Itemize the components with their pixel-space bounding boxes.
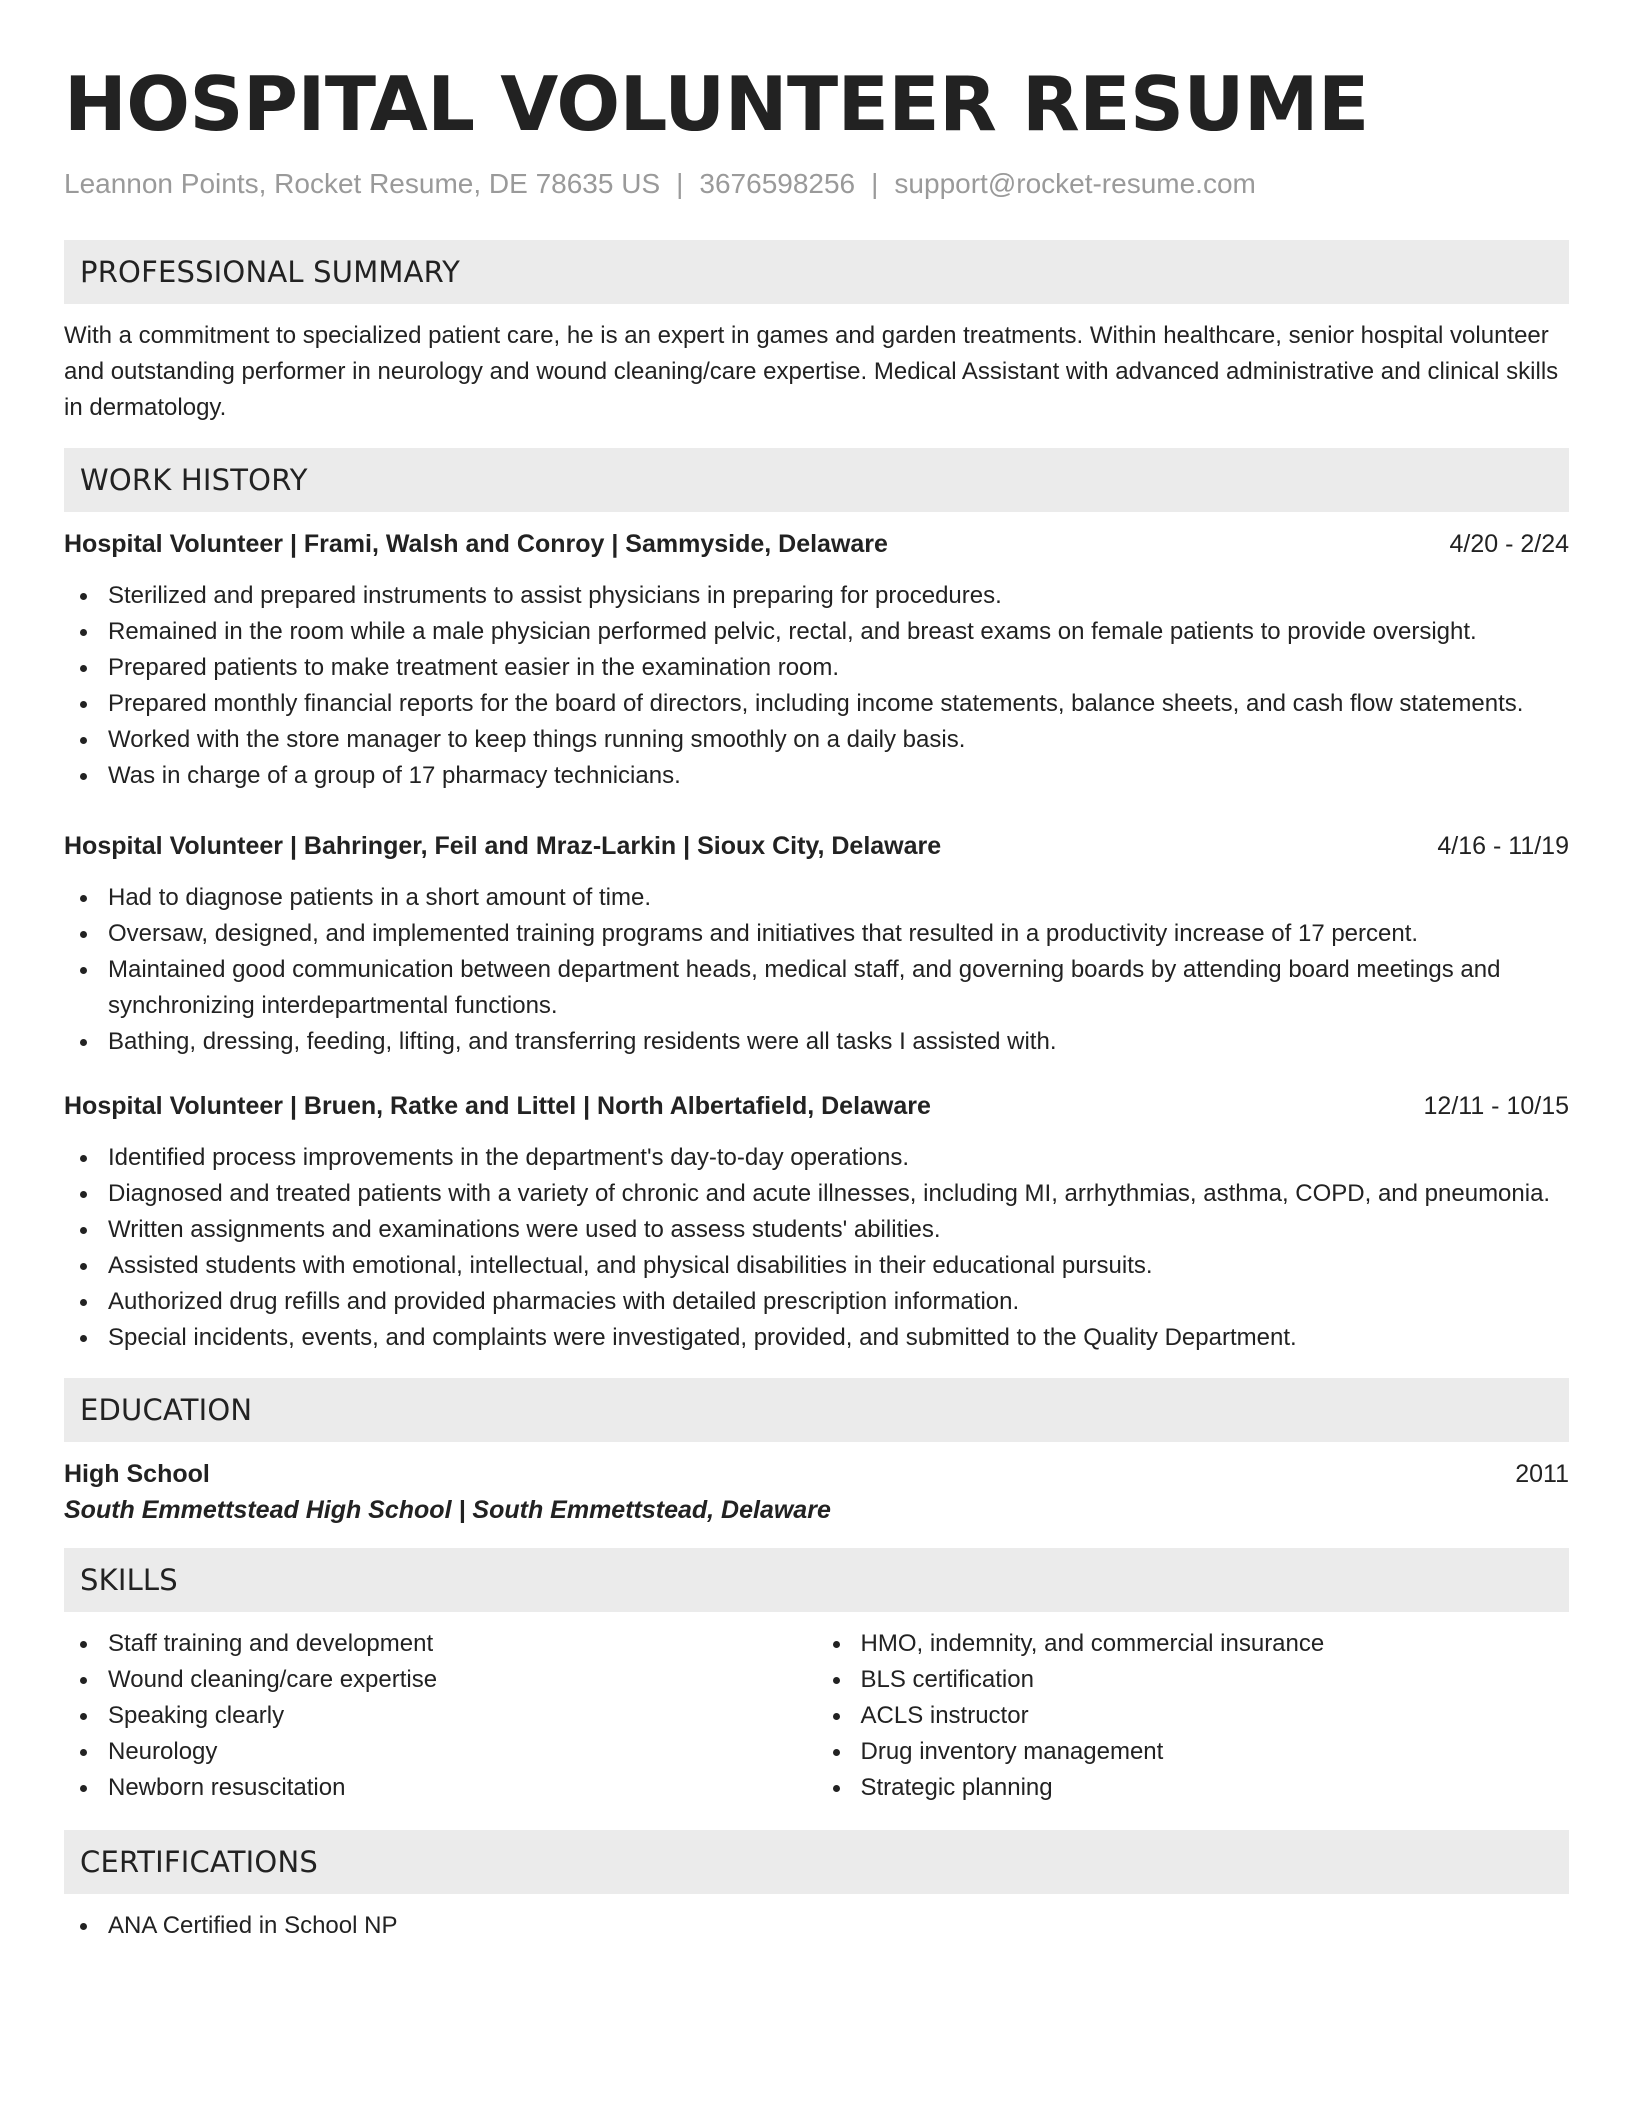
- job-bullet: Remained in the room while a male physician performed pelvic, rectal, and breast exams on female patients to provide oversight.: [64, 614, 1569, 650]
- job-dates: 12/11 - 10/15: [1423, 1092, 1569, 1120]
- job-bullet: Assisted students with emotional, intellectual, and physical disabilities in their educational pursuits.: [64, 1248, 1569, 1284]
- skill-item: Speaking clearly: [64, 1698, 817, 1734]
- job-title: Hospital Volunteer | Bahringer, Feil and Mraz-Larkin | Sioux City, Delaware: [64, 832, 942, 860]
- job-title: Hospital Volunteer | Frami, Walsh and Conroy | Sammyside, Delaware: [64, 530, 888, 558]
- job-bullet: Worked with the store manager to keep things running smoothly on a daily basis.: [64, 722, 1569, 758]
- section-heading-summary: PROFESSIONAL SUMMARY: [64, 240, 1569, 304]
- job-bullet: Identified process improvements in the department's day-to-day operations.: [64, 1140, 1569, 1176]
- job-bullet: Prepared patients to make treatment easier in the examination room.: [64, 650, 1569, 686]
- skill-item: Neurology: [64, 1734, 817, 1770]
- skill-item: BLS certification: [817, 1662, 1570, 1698]
- contact-email: support@rocket-resume.com: [894, 168, 1256, 199]
- summary-text: With a commitment to specialized patient care, he is an expert in games and garden treatments. Within healthcare, senior hospital volunteer and outstanding performer in neurology and wound cleaning/care expertise. Medical Assistant with advanced administrative and clinical skills in dermatology.: [64, 322, 1559, 421]
- certification-item: ANA Certified in School NP: [64, 1908, 1569, 1944]
- contact-line: [64, 166, 1569, 202]
- skill-item: ACLS instructor: [817, 1698, 1570, 1734]
- skills-column-left: [64, 1626, 817, 1806]
- job-bullet: Written assignments and examinations were used to assess students' abilities.: [64, 1212, 1569, 1248]
- skills-column-right: [817, 1626, 1570, 1806]
- job-title: Hospital Volunteer | Bruen, Ratke and Littel | North Albertafield, Delaware: [64, 1092, 931, 1120]
- skill-item: Strategic planning: [817, 1770, 1570, 1806]
- skills-list: [64, 1626, 1569, 1806]
- job-bullet: Bathing, dressing, feeding, lifting, and transferring residents were all tasks I assisted with.: [64, 1024, 1569, 1060]
- job-dates: 4/16 - 11/19: [1437, 832, 1569, 860]
- job-bullet: Sterilized and prepared instruments to assist physicians in preparing for procedures.: [64, 578, 1569, 614]
- job-bullet: Was in charge of a group of 17 pharmacy technicians.: [64, 758, 1569, 794]
- section-heading-skills: SKILLS: [64, 1548, 1569, 1612]
- education-year: 2011: [1515, 1460, 1569, 1488]
- job-header: [64, 828, 1569, 864]
- job-bullet: Oversaw, designed, and implemented training programs and initiatives that resulted in a productivity increase of 17 percent.: [64, 916, 1569, 952]
- contact-address: Leannon Points, Rocket Resume, DE 78635 US: [64, 168, 661, 199]
- skill-item: HMO, indemnity, and commercial insurance: [817, 1626, 1570, 1662]
- job-bullet: Authorized drug refills and provided pharmacies with detailed prescription information.: [64, 1284, 1569, 1320]
- skill-item: Newborn resuscitation: [64, 1770, 817, 1806]
- education-degree: High School: [64, 1460, 210, 1488]
- job-entry: [64, 526, 1569, 794]
- job-bullets: [64, 578, 1569, 794]
- skill-item: Drug inventory management: [817, 1734, 1570, 1770]
- job-bullet: Prepared monthly financial reports for the board of directors, including income statements, balance sheets, and cash flow statements.: [64, 686, 1569, 722]
- job-bullets: [64, 880, 1569, 1060]
- job-entry: [64, 1088, 1569, 1356]
- section-heading-education: EDUCATION: [64, 1378, 1569, 1442]
- resume-title: HOSPITAL VOLUNTEER RESUME: [64, 60, 1369, 148]
- job-bullets: [64, 1140, 1569, 1356]
- certifications-list: [64, 1908, 1569, 1944]
- contact-separator: |: [871, 168, 879, 199]
- contact-separator: |: [676, 168, 684, 199]
- job-bullet: Diagnosed and treated patients with a variety of chronic and acute illnesses, including MI, arrhythmias, asthma, COPD, and pneumonia.: [64, 1176, 1569, 1212]
- education-entry: [64, 1456, 1569, 1528]
- education-school: South Emmettstead High School | South Emmettstead, Delaware: [64, 1496, 831, 1524]
- job-header: [64, 1088, 1569, 1124]
- job-entry: [64, 828, 1569, 1060]
- contact-phone: 3676598256: [699, 168, 856, 199]
- education-header: [64, 1456, 1569, 1492]
- job-bullet: Maintained good communication between department heads, medical staff, and governing boards by attending board meetings and synchronizing interdepartmental functions.: [64, 952, 1569, 1024]
- job-bullet: Special incidents, events, and complaints were investigated, provided, and submitted to the Quality Department.: [64, 1320, 1569, 1356]
- job-dates: 4/20 - 2/24: [1449, 530, 1569, 558]
- job-header: [64, 526, 1569, 562]
- section-heading-work-history: WORK HISTORY: [64, 448, 1569, 512]
- skill-item: Staff training and development: [64, 1626, 817, 1662]
- job-bullet: Had to diagnose patients in a short amount of time.: [64, 880, 1569, 916]
- section-heading-certifications: CERTIFICATIONS: [64, 1830, 1569, 1894]
- skill-item: Wound cleaning/care expertise: [64, 1662, 817, 1698]
